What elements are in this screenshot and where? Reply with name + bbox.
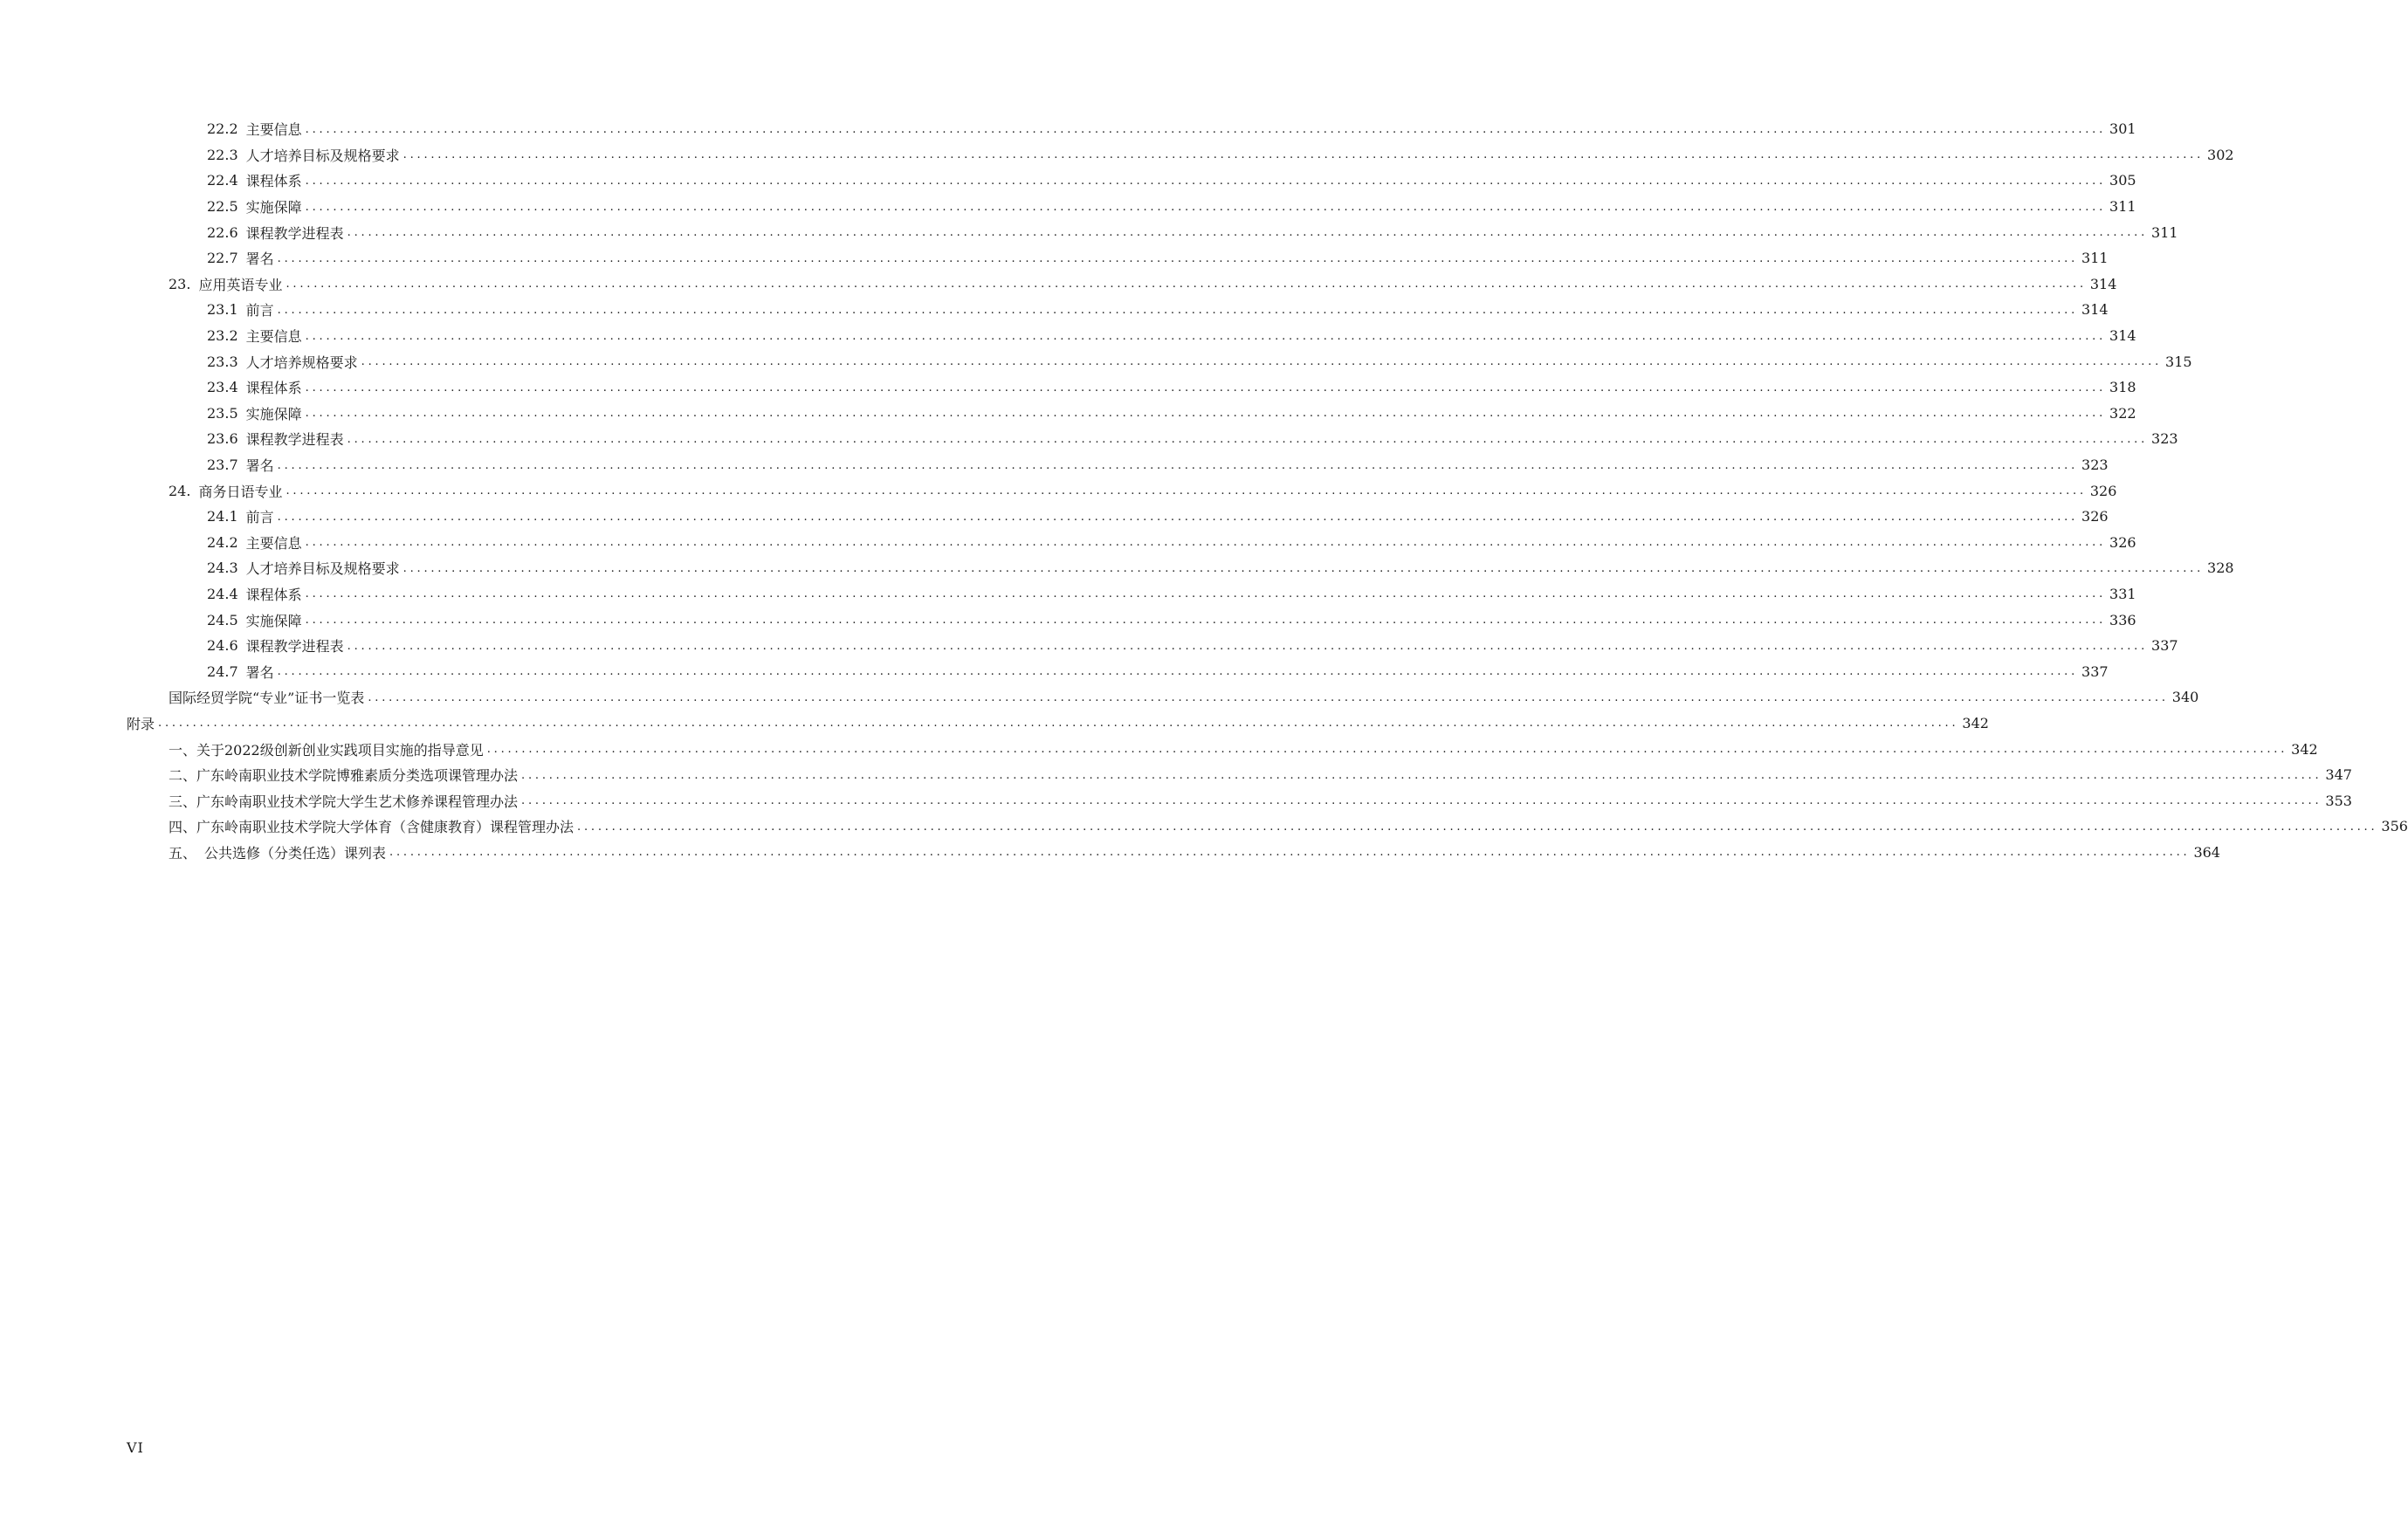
toc-entry[interactable]	[0, 401, 2136, 427]
toc-entry-page-number: 323	[2151, 430, 2178, 448]
toc-entry-title: 实施保障	[245, 199, 302, 216]
toc-entry[interactable]	[0, 736, 2318, 762]
dot-leader: ....................................................................................................................................................................................................................................................................	[277, 251, 2079, 265]
toc-entry-page-number: 326	[2081, 508, 2109, 525]
toc-entry-page-number: 311	[2109, 198, 2136, 216]
dot-leader: ....................................................................................................................................................................................................................................................................	[361, 355, 2163, 369]
toc-entry-number: 22.4	[207, 172, 238, 189]
toc-entry-number: 24.	[169, 482, 191, 499]
toc-entry-page-number: 356	[2381, 818, 2408, 835]
dot-leader: ....................................................................................................................................................................................................................................................................	[277, 510, 2079, 524]
dot-leader: ....................................................................................................................................................................................................................................................................	[305, 200, 2107, 214]
toc-entry-number: 24.1	[207, 508, 238, 525]
dot-leader: ....................................................................................................................................................................................................................................................................	[368, 690, 2169, 704]
toc-entry[interactable]	[0, 245, 2109, 271]
toc-entry-number: 23.1	[207, 301, 238, 319]
toc-entry-title: 主要信息	[245, 121, 302, 139]
toc-entry[interactable]	[0, 633, 2178, 659]
toc-entry-title: 商务日语专业	[198, 483, 283, 500]
dot-leader: ....................................................................................................................................................................................................................................................................	[158, 717, 1959, 731]
dot-leader: ....................................................................................................................................................................................................................................................................	[347, 432, 2149, 446]
page-number-footer: VI	[127, 1439, 144, 1456]
toc-entry-number: 23.4	[207, 379, 238, 396]
dot-leader: ....................................................................................................................................................................................................................................................................	[277, 458, 2079, 472]
toc-entry-page-number: 301	[2109, 120, 2136, 138]
toc-entry-page-number: 314	[2109, 327, 2136, 345]
toc-entry-number: 23.5	[207, 404, 238, 422]
toc-entry-page-number: 342	[2291, 740, 2318, 758]
toc-entry-number: 23.3	[207, 353, 238, 370]
toc-entry-title: 实施保障	[245, 612, 302, 629]
toc-entry-page-number: 323	[2081, 457, 2109, 474]
toc-entry-number: 22.7	[207, 250, 238, 267]
toc-entry[interactable]	[0, 504, 2109, 530]
toc-entry[interactable]	[0, 711, 1989, 737]
toc-entry-title: 一、关于2022级创新创业实践项目实施的指导意见	[169, 741, 484, 759]
toc-entry[interactable]	[0, 840, 2220, 866]
dot-leader: ....................................................................................................................................................................................................................................................................	[286, 484, 2087, 498]
toc-entry-page-number: 337	[2151, 637, 2178, 655]
toc-entry-title: 课程体系	[245, 173, 302, 190]
toc-entry-title: 国际经贸学院“专业”证书一览表	[169, 690, 365, 707]
toc-entry-title: 课程体系	[245, 380, 302, 397]
toc-entry-page-number: 305	[2109, 172, 2136, 189]
toc-entry-page-number: 314	[2089, 275, 2117, 292]
toc-entry-page-number: 353	[2325, 792, 2352, 809]
toc-entry-page-number: 326	[2109, 533, 2136, 551]
toc-entry-page-number: 322	[2109, 404, 2136, 422]
dot-leader: ....................................................................................................................................................................................................................................................................	[486, 743, 2288, 757]
toc-entry[interactable]	[0, 142, 2234, 168]
toc-entry-number: 22.6	[207, 223, 238, 241]
toc-entry-title: 课程教学进程表	[245, 431, 344, 449]
toc-entry-number: 24.5	[207, 611, 238, 628]
toc-entry[interactable]	[0, 323, 2136, 349]
toc-entry[interactable]	[0, 684, 2199, 711]
toc-entry-title: 主要信息	[245, 534, 302, 552]
dot-leader: ....................................................................................................................................................................................................................................................................	[305, 614, 2107, 628]
dot-leader: ....................................................................................................................................................................................................................................................................	[521, 768, 2322, 782]
toc-entry-page-number: 311	[2081, 250, 2109, 267]
toc-entry-number: 23.6	[207, 430, 238, 448]
toc-entry-title: 前言	[245, 509, 274, 526]
toc-entry-number: 22.2	[207, 120, 238, 138]
toc-entry[interactable]	[0, 116, 2136, 142]
toc-entry-title: 二、广东岭南职业技术学院博雅素质分类选项课管理办法	[169, 767, 519, 785]
toc-entry-page-number: 340	[2171, 689, 2199, 706]
toc-entry-title: 课程教学进程表	[245, 224, 344, 242]
toc-entry[interactable]	[0, 271, 2117, 298]
dot-leader: ....................................................................................................................................................................................................................................................................	[305, 381, 2107, 395]
toc-entry-page-number: 337	[2081, 663, 2109, 680]
toc-entry-title: 人才培养规格要求	[245, 354, 358, 371]
dot-leader: ....................................................................................................................................................................................................................................................................	[402, 561, 2205, 575]
toc-entry[interactable]	[0, 581, 2136, 608]
toc-entry[interactable]	[0, 426, 2178, 452]
toc-entry-number: 23.2	[207, 327, 238, 345]
dot-leader: ....................................................................................................................................................................................................................................................................	[347, 226, 2149, 240]
toc-entry-number: 五、	[169, 844, 197, 862]
toc-entry-number: 24.4	[207, 585, 238, 602]
dot-leader: ....................................................................................................................................................................................................................................................................	[521, 794, 2322, 808]
toc-entry-title: 主要信息	[245, 328, 302, 346]
dot-leader: ....................................................................................................................................................................................................................................................................	[305, 536, 2107, 550]
toc-entry[interactable]	[0, 607, 2136, 633]
toc-entry-title: 前言	[245, 302, 274, 319]
dot-leader: ....................................................................................................................................................................................................................................................................	[305, 122, 2107, 136]
toc-entry[interactable]	[0, 452, 2109, 478]
toc-entry-title: 公共选修（分类任选）课列表	[204, 844, 387, 862]
dot-leader: ....................................................................................................................................................................................................................................................................	[389, 846, 2191, 860]
toc-entry-page-number: 336	[2109, 611, 2136, 628]
dot-leader: ....................................................................................................................................................................................................................................................................	[305, 329, 2107, 343]
toc-entry[interactable]	[0, 658, 2109, 684]
toc-entry-page-number: 328	[2207, 560, 2234, 577]
toc-entry-page-number: 311	[2151, 223, 2178, 241]
dot-leader: ....................................................................................................................................................................................................................................................................	[277, 665, 2079, 679]
toc-entry-page-number: 315	[2165, 353, 2192, 370]
toc-entry[interactable]	[0, 374, 2136, 401]
table-of-contents	[0, 116, 2408, 865]
toc-entry-title: 署名	[245, 251, 274, 268]
dot-leader: ....................................................................................................................................................................................................................................................................	[305, 407, 2107, 421]
toc-entry-number: 24.2	[207, 533, 238, 551]
toc-entry-title: 署名	[245, 457, 274, 475]
toc-entry-number: 24.3	[207, 560, 238, 577]
toc-entry-title: 四、广东岭南职业技术学院大学体育（含健康教育）课程管理办法	[169, 819, 574, 836]
toc-entry[interactable]	[0, 348, 2192, 374]
toc-entry[interactable]	[0, 787, 2352, 814]
toc-entry-title: 课程教学进程表	[245, 638, 344, 656]
toc-entry-number: 23.	[169, 275, 191, 292]
toc-entry[interactable]	[0, 555, 2234, 581]
toc-entry[interactable]	[0, 168, 2136, 194]
toc-entry-title: 人才培养目标及规格要求	[245, 147, 400, 164]
dot-leader: ....................................................................................................................................................................................................................................................................	[577, 820, 2378, 834]
toc-entry[interactable]	[0, 477, 2117, 504]
toc-entry-page-number: 302	[2207, 146, 2234, 163]
toc-entry-number: 22.5	[207, 198, 238, 216]
toc-entry-page-number: 342	[1962, 714, 1989, 731]
dot-leader: ....................................................................................................................................................................................................................................................................	[402, 148, 2205, 162]
toc-entry-page-number: 364	[2193, 843, 2220, 861]
toc-entry[interactable]	[0, 219, 2178, 245]
dot-leader: ....................................................................................................................................................................................................................................................................	[347, 639, 2149, 653]
dot-leader: ....................................................................................................................................................................................................................................................................	[305, 587, 2107, 601]
toc-entry-title: 附录	[127, 715, 155, 732]
toc-entry-number: 23.7	[207, 457, 238, 474]
toc-entry-number: 22.3	[207, 146, 238, 163]
dot-leader: ....................................................................................................................................................................................................................................................................	[305, 174, 2107, 188]
toc-entry-title: 课程体系	[245, 586, 302, 603]
toc-entry-page-number: 326	[2089, 482, 2117, 499]
toc-entry[interactable]	[0, 297, 2109, 323]
toc-entry-title: 署名	[245, 663, 274, 681]
toc-entry-title: 三、广东岭南职业技术学院大学生艺术修养课程管理办法	[169, 793, 519, 810]
toc-entry-title: 实施保障	[245, 405, 302, 422]
toc-entry-title: 人才培养目标及规格要求	[245, 560, 400, 578]
toc-entry-page-number: 331	[2109, 585, 2136, 602]
toc-entry-page-number: 314	[2081, 301, 2109, 319]
toc-entry[interactable]	[0, 530, 2136, 556]
toc-entry-title: 应用英语专业	[198, 276, 283, 293]
toc-entry-number: 24.7	[207, 663, 238, 680]
toc-entry[interactable]	[0, 814, 2408, 840]
dot-leader: ....................................................................................................................................................................................................................................................................	[286, 278, 2087, 292]
toc-entry-page-number: 347	[2325, 766, 2352, 784]
toc-entry[interactable]	[0, 194, 2136, 220]
toc-entry-page-number: 318	[2109, 379, 2136, 396]
toc-entry-number: 24.6	[207, 637, 238, 655]
toc-entry[interactable]	[0, 762, 2352, 788]
dot-leader: ....................................................................................................................................................................................................................................................................	[277, 303, 2079, 317]
